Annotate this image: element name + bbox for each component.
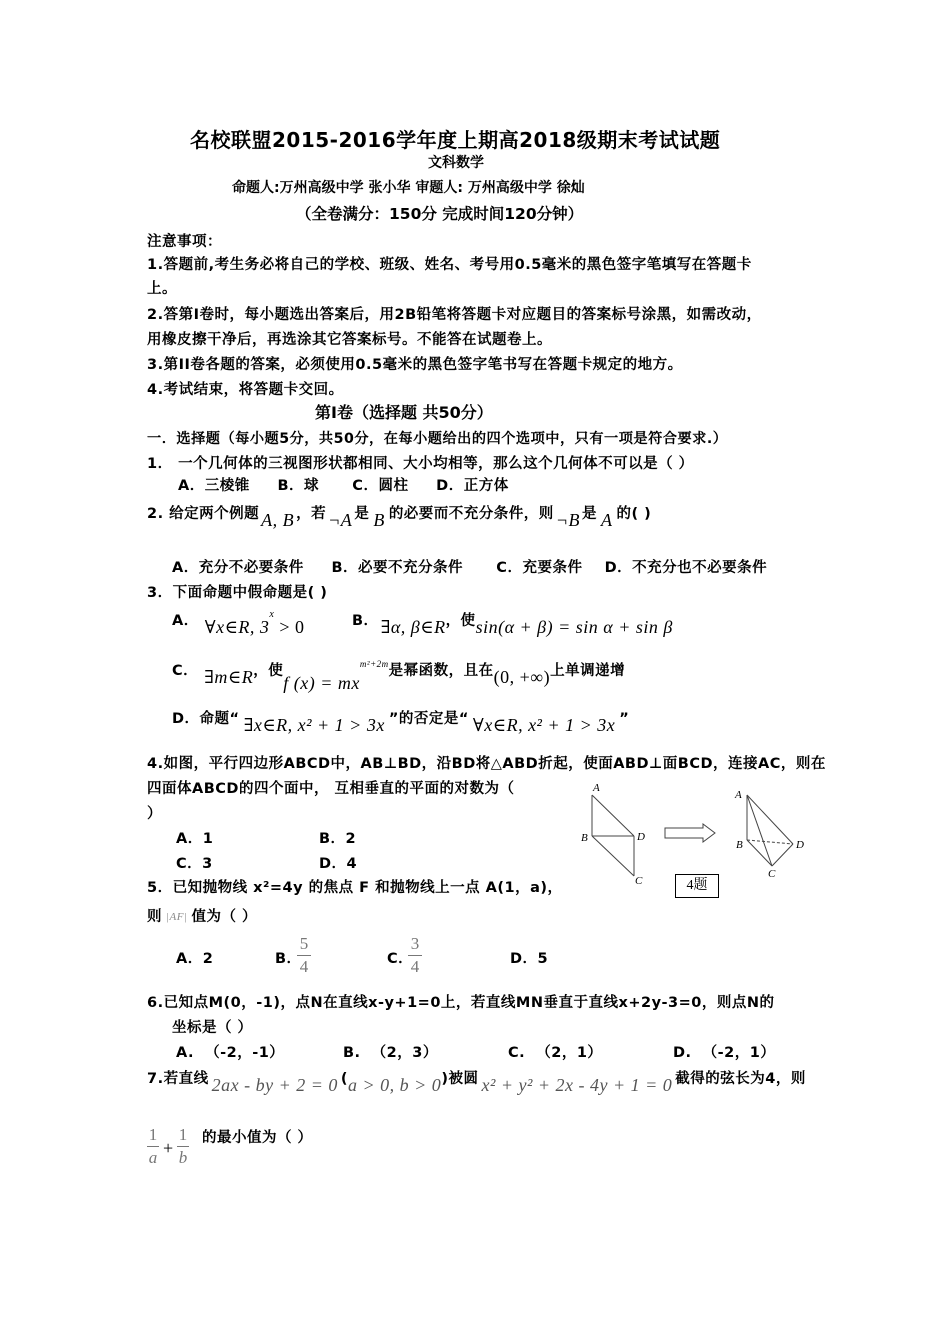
q7-plus: + [163,1138,174,1158]
q6-option-d: D. （-2，1） [673,1045,776,1061]
q4-line-3: ） [147,806,162,822]
q5-line-2: 则 |AF| 值为（ ） [147,909,258,925]
label-b: B [581,832,588,844]
edge-bc [592,836,634,876]
q4-line-2: 四面体ABCD的四个面中， 互相垂直的平面的对数为（ [147,781,515,797]
notice-item-1: 1.答题前,考生务必将自己的学校、班级、姓名、考号用0.5毫米的黑色签字笔填写在答题卡 [147,257,752,273]
label-a2: A [735,789,742,801]
label-b2: B [736,839,743,851]
q5-option-c: C． [387,951,414,967]
exam-score-time: （全卷满分：150分 完成时间120分钟） [296,205,584,223]
q3-stem: 3．下面命题中假命题是( ) [147,585,328,601]
q4-option-d: D．4 [319,856,358,872]
q5-option-c-fraction: 3 4 [408,934,422,977]
q2-options: A．充分不必要条件 B．必要不充分条件 C．充要条件 D．不充分也不必要条件 [172,560,768,576]
exam-subtitle: 文科数学 [428,155,484,171]
notice-item-4: 4.考试结束，将答题卡交回。 [147,382,344,398]
q4-option-a: A．1 [176,831,214,847]
q7-tail: 的最小值为（ ） [202,1130,313,1146]
q6-option-c: C. （2，1） [508,1045,603,1061]
section-title: 第I卷（选择题 共50分） [315,403,493,422]
section-instruction: 一．选择题（每小题5分，共50分，在每小题给出的四个选项中，只有一项是符合要求.） [147,431,728,447]
notice-item-2-cont: 用橡皮擦干净后，再选涂其它答案标号。不能答在试题卷上。 [147,332,552,348]
q5-option-a: A．2 [176,951,214,967]
q3-option-c: C． ∃m∈R，使f $(x) = mx^{m^2+2m}$是幂函数，且在(0, +∞)上单调递增 [172,659,626,693]
q5-option-b-fraction: 5 4 [297,934,311,977]
exam-title: 名校联盟2015-2016学年度上期高2018级期末考试试题 [190,128,721,152]
q7-fraction-2: 1 b [178,1125,188,1167]
q2-stem: 2. 给定两个例题 A, B ，若 ¬A 是 B 的必要而不充分条件，则 ¬B 是 A 的( ) [147,506,652,530]
q5-option-b: B． [275,951,302,967]
label-c: C [635,875,643,887]
notice-heading: 注意事项： [147,234,222,250]
notice-item-1-cont: 上。 [147,281,177,297]
q7-stem: 7.若直线 2ax - by + 2 = 0 (a > 0, b > 0)被圆 x² + y² + 2x - 4y + 1 = 0 截得的弦长为4，则 [147,1071,806,1095]
label-c2: C [768,868,776,880]
q5-line-1: 5．已知抛物线 x²=4y 的焦点 F 和抛物线上一点 A(1，a)， [147,880,563,896]
q4-figure-label: 4题 [675,874,719,898]
notice-item-3: 3.第II卷各题的答案，必须使用0.5毫米的黑色签字笔书写在答题卡规定的地方。 [147,357,683,373]
q4-option-c: C．3 [176,856,213,872]
q5-option-d: D．5 [510,951,549,967]
tetra-dc [772,844,793,866]
q3-option-b: B． ∃α, β∈R，使sin(α + β) = sin α + sin β [352,613,673,637]
tetra-ad [747,795,793,844]
q6-line-1: 6.已知点M(0，-1)，点N在直线x-y+1=0上，若直线MN垂直于直线x+2y-3=0，则点N的 [147,995,775,1011]
q4-line-1: 4.如图，平行四边形ABCD中，AB⊥BD，沿BD将△ABD折起，使面ABD⊥面BCD，连接AC，则在 [147,756,826,772]
q7-fraction-1: 1 a [148,1125,158,1167]
edge-ad [592,795,634,836]
label-a: A [593,782,600,794]
q6-option-a: A. （-2，-1） [176,1045,285,1061]
label-d: D [637,831,645,843]
q1-stem: 1． 一个几何体的三视图形状都相同、大小均相等，那么这个几何体不可以是（ ） [147,456,694,472]
tetra-bd [747,840,793,844]
q3-option-a: A． ∀x∈R, $3^x > 0$ [172,609,305,637]
exam-authors: 命题人:万州高级中学 张小华 审题人: 万州高级中学 徐灿 [232,180,585,196]
q4-option-b: B．2 [319,831,357,847]
q6-option-b: B. （2，3） [343,1045,438,1061]
notice-item-2: 2.答第I卷时，每小题选出答案后，用2B铅笔将答题卡对应题目的答案标号涂黑，如需改动， [147,307,762,323]
q3-option-d: D．命题“ ∃x∈R, x² + 1 > 3x ”的否定是“ ∀x∈R, x² + 1 > 3x ” [172,711,630,735]
label-d2: D [796,839,804,851]
q1-options: A．三棱锥 B．球 C．圆柱 D．正方体 [178,478,509,494]
arrow-icon [665,824,715,842]
tetra-ac [747,795,772,866]
q6-line-2: 坐标是（ ） [172,1020,253,1036]
tetra-bc [747,840,772,866]
